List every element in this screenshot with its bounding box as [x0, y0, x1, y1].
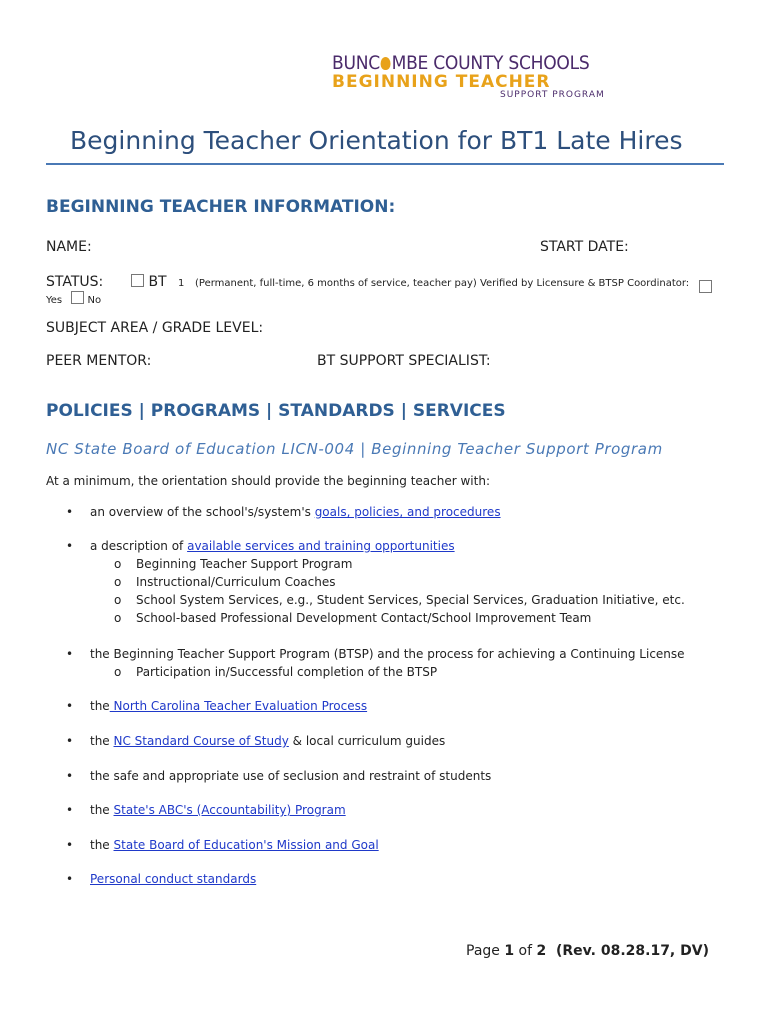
- sub-item: o Participation in/Successful completion of the BTSP: [114, 665, 438, 679]
- yes-no-row: [46, 291, 101, 306]
- intro-text: At a minimum, the orientation should provide the beginning teacher with:: [46, 474, 490, 488]
- no-label: No: [87, 295, 102, 306]
- page-footer: Page 1 of 2 (Rev. 08.28.17, DV): [466, 943, 709, 959]
- bt-status: [131, 274, 167, 290]
- acorn-icon: [381, 57, 391, 70]
- bt-specialist-label: BT SUPPORT SPECIALIST:: [317, 353, 491, 369]
- bt-number: 1: [178, 278, 185, 289]
- subject-label: SUBJECT AREA / GRADE LEVEL:: [46, 320, 264, 336]
- list-item-services: • a description of available services and training opportunities: [66, 539, 455, 553]
- page-title: Beginning Teacher Orientation for BT1 Late Hires: [70, 126, 683, 155]
- status-detail: (Permanent, full-time, 6 months of service, teacher pay) Verified by Licensure & BTSP Coordinator:: [195, 278, 690, 289]
- start-date-label: START DATE:: [540, 239, 629, 255]
- goals-policies-link[interactable]: goals, policies, and procedures: [314, 505, 501, 519]
- sub-item: o Instructional/Curriculum Coaches: [114, 575, 336, 589]
- mission-goal-link[interactable]: State Board of Education's Mission and Goal: [113, 838, 379, 852]
- logo-program-sub: SUPPORT PROGRAM: [500, 90, 605, 100]
- course-of-study-link[interactable]: NC Standard Course of Study: [113, 734, 289, 748]
- list-item-abcs: • the State's ABC's (Accountability) Program: [66, 803, 346, 817]
- list-item-mission: • the State Board of Education's Mission and Goal: [66, 838, 379, 852]
- services-training-link[interactable]: available services and training opportunities: [187, 539, 455, 553]
- bt-label: BT: [148, 274, 167, 290]
- peer-mentor-label: PEER MENTOR:: [46, 353, 152, 369]
- sub-item: o School-based Professional Development Contact/School Improvement Team: [114, 611, 592, 625]
- no-checkbox[interactable]: [71, 291, 84, 304]
- list-item-seclusion: • the safe and appropriate use of seclusion and restraint of students: [66, 769, 492, 783]
- policies-heading: POLICIES | PROGRAMS | STANDARDS | SERVICES: [46, 401, 506, 421]
- evaluation-process-link[interactable]: North Carolina Teacher Evaluation Process: [109, 699, 368, 713]
- title-divider: [46, 163, 724, 165]
- yes-label: Yes: [46, 295, 63, 306]
- policies-subtitle: NC State Board of Education LICN-004 | Beginning Teacher Support Program: [46, 440, 663, 458]
- conduct-standards-link[interactable]: Personal conduct standards: [90, 872, 257, 886]
- verified-checkbox[interactable]: [699, 277, 712, 296]
- logo-district-name: BUNC MBE COUNTY SCHOOLS: [332, 52, 590, 74]
- list-item-conduct: • Personal conduct standards: [66, 872, 257, 886]
- list-item-btsp: • the Beginning Teacher Support Program (BTSP) and the process for achieving a Continuing License: [66, 647, 685, 661]
- abcs-program-link[interactable]: State's ABC's (Accountability) Program: [113, 803, 346, 817]
- info-heading: BEGINNING TEACHER INFORMATION:: [46, 197, 396, 217]
- status-label: STATUS:: [46, 274, 104, 290]
- bt-checkbox[interactable]: [131, 274, 144, 287]
- list-item-course-of-study: • the NC Standard Course of Study & local curriculum guides: [66, 734, 446, 748]
- logo-program-name: BEGINNING TEACHER: [332, 72, 551, 92]
- sub-item: o Beginning Teacher Support Program: [114, 557, 353, 571]
- sub-item: o School System Services, e.g., Student Services, Special Services, Graduation Initiative, etc.: [114, 593, 685, 607]
- district-logo: [332, 52, 612, 100]
- list-item-goals: • an overview of the school's/system's goals, policies, and procedures: [66, 505, 501, 519]
- name-label: NAME:: [46, 239, 92, 255]
- list-item-evaluation: • the North Carolina Teacher Evaluation Process: [66, 699, 368, 713]
